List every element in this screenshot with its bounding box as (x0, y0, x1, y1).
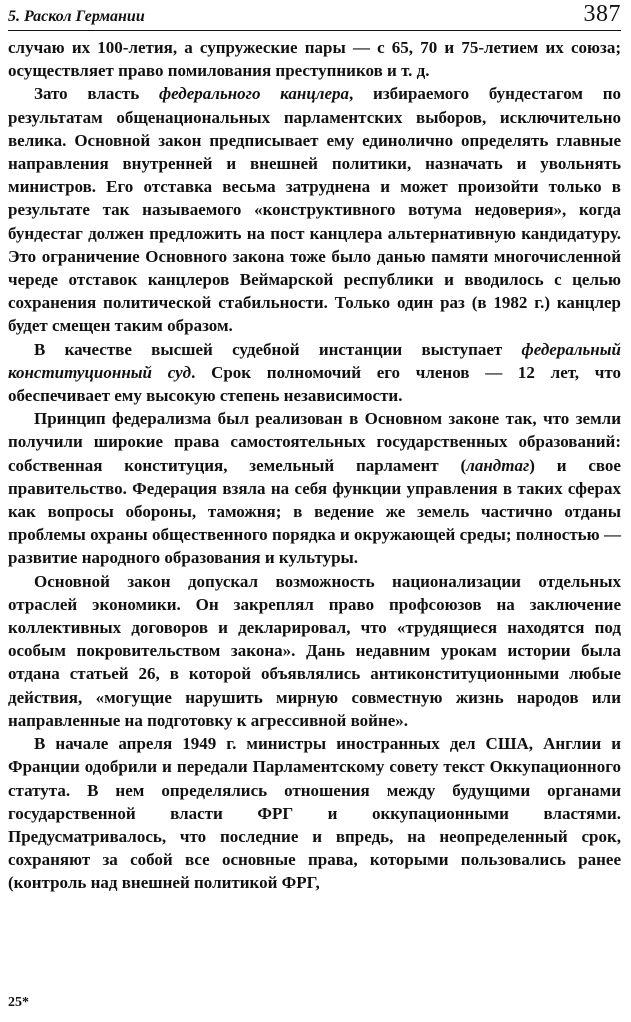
paragraph-text: ) и свое правительство. Федерация взяла на себя функции управления в таких сферах как вопросы обороны, таможня; в ведение же земель частично отданы проблемы охраны общественного порядка и окружающей среды; полностью — развитие народного образования и культуры. (8, 455, 621, 568)
paragraph-text: В начале апреля 1949 г. министры иностранных дел США, Англии и Франции одобрили и передали Парламентскому совету текст Оккупационного статута. В нем определялись отношения между будущими органами государственной власти ФРГ и оккупационными властями. Предусматривалось, что последние и впредь, на неопределенный срок, сохраняют за собой все основные права, которыми пользовались ранее (контроль над внешней политикой ФРГ, (8, 734, 621, 893)
paragraph-text: Принцип федерализма был реализован в Основном законе так, что земли получили широкие права самостоятельных государственных образований: собственная конституция, земельный парламент ( (8, 409, 621, 475)
paragraph-text: , избираемого бундестагом по результатам общенациональных парламентских выборов, исключительно велика. Основной закон предписывает ему единолично определять главные направления внутренней и внешней политики, назначать и увольнять министров. Его отставка весьма затруднена и может произойти только в результате так называемого «конструктивного вотума недоверия», когда бундестаг должен предложить на пост канцлера альтернативную кандидатуру. Это ограничение Основного закона тоже было данью памяти многочисленной череде отставок канцлеров Веймарской республики и вводилось с целью сохранения политической стабильности. Только один раз (в 1982 г.) канцлер будет смещен таким образом. (8, 84, 621, 336)
paragraph (8, 407, 621, 569)
signature-mark: 25* (8, 995, 29, 1010)
emphasized-term: федеральный конституционный суд (8, 339, 621, 382)
paragraph (8, 82, 621, 337)
body-text (8, 36, 621, 895)
paragraph-text: случаю их 100-летия, а супружеские пары — с 65, 70 и 75-летием их союза; осуществляет право помилования преступников и т. д. (8, 38, 621, 81)
chapter-title: 5. Раскол Германии (8, 8, 145, 25)
page-number: 387 (583, 1, 621, 27)
emphasized-term: федерального канцлера (158, 84, 350, 104)
paragraph-text: В качестве высшей судебной инстанции выступает (34, 339, 522, 359)
paragraph-text: . Срок полномочий его членов — 12 лет, что обеспечивает ему высокую степень независимости. (8, 362, 621, 406)
emphasized-term: ландтаг (466, 455, 530, 475)
paragraph-text: Основной закон допускал возможность национализации отдельных отраслей экономики. Он закреплял право профсоюзов на заключение коллективных договоров и декларировал, что «трудящиеся находятся под особым покровительством закона». Дань недавним урокам истории была отдана статьей 26, в которой объявлялись антиконституционными любые действия, «могущие нарушить мирную совместную жизнь народов или направленные на подготовку к агрессивной войне». (8, 571, 621, 730)
paragraph (8, 338, 621, 408)
paragraph (8, 36, 621, 82)
running-header (8, 0, 621, 31)
paragraph (8, 570, 621, 732)
paragraph (8, 732, 621, 894)
paragraph-text: Зато власть (34, 84, 159, 104)
